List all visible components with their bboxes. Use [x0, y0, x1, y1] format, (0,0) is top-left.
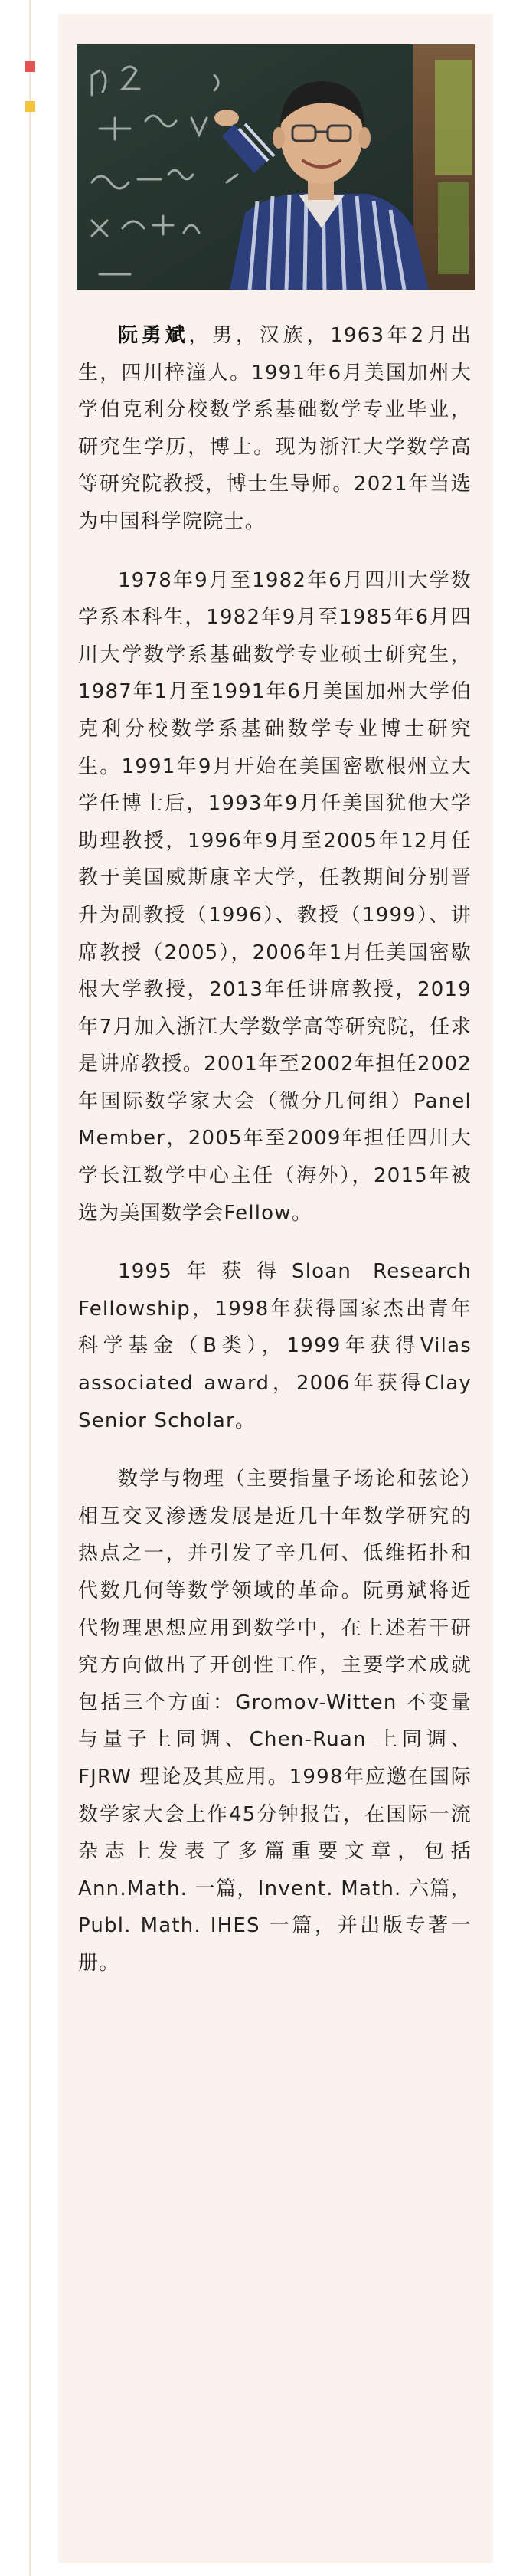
- bio-paragraph-awards: 1995年获得Sloan Research Fellowship，1998年获得国家杰出青年科学基金（B类），1999年获得Vilas associated award，2006年获得Clay Senior Scholar。: [78, 1260, 472, 1432]
- yellow-square-marker: [25, 101, 35, 112]
- red-square-marker: [25, 61, 35, 72]
- portrait-photo: [77, 44, 475, 290]
- bio-paragraph-research: 数学与物理（主要指量子场论和弦论）相互交叉渗透发展是近几十年数学研究的热点之一，并引发了辛几何、低维拓扑和代数几何等数学领域的革命。阮勇斌将近代物理思想应用到数学中，在上述若干研究方向做出了开创性工作，主要学术成就包括三个方面：Gromov-Witten 不变量与量子上同调、Chen-Ruan 上同调、FJRW 理论及其应用。1998年应邀在国际数学家大会上作45分钟报告，在国际一流杂志上发表了多篇重要文章，包括Ann.Math. 一篇，Invent. Math. 六篇，Publ. Math. IHES 一篇，并出版专著一册。: [78, 1468, 472, 1975]
- profile-card: [58, 14, 493, 2563]
- bio-paragraph-intro: [78, 317, 472, 541]
- person-name: 阮勇斌: [118, 324, 189, 347]
- bio-text: [78, 317, 472, 2004]
- bio-paragraph-career: 1978年9月至1982年6月四川大学数学系本科生，1982年9月至1985年6月四川大学数学系基础数学专业硕士研究生，1987年1月至1991年6月美国加州大学伯克利分校数学系基础数学专业博士研究生。1991年9月开始在美国密歇根州立大学任博士后，1993年9月任美国犹他大学助理教授，1996年9月至2005年12月任教于美国威斯康辛大学，任教期间分别晋升为副教授（1996）、教授（1999）、讲席教授（2005），2006年1月任美国密歇根大学教授，2013年任讲席教授，2019年7月加入浙江大学数学高等研究院，任求是讲席教授。2001年至2002年担任2002年国际数学家大会（微分几何组）Panel Member，2005年至2009年担任四川大学长江数学中心主任（海外），2015年被选为美国数学会Fellow。: [78, 568, 472, 1225]
- intro-text: ，男，汉族，1963年2月出生，四川梓潼人。1991年6月美国加州大学伯克利分校数学系基础数学专业毕业，研究生学历，博士。现为浙江大学数学高等研究院教授，博士生导师。2021年当选为中国科学院院士。: [78, 324, 472, 533]
- decorative-vertical-line: [29, 0, 31, 2576]
